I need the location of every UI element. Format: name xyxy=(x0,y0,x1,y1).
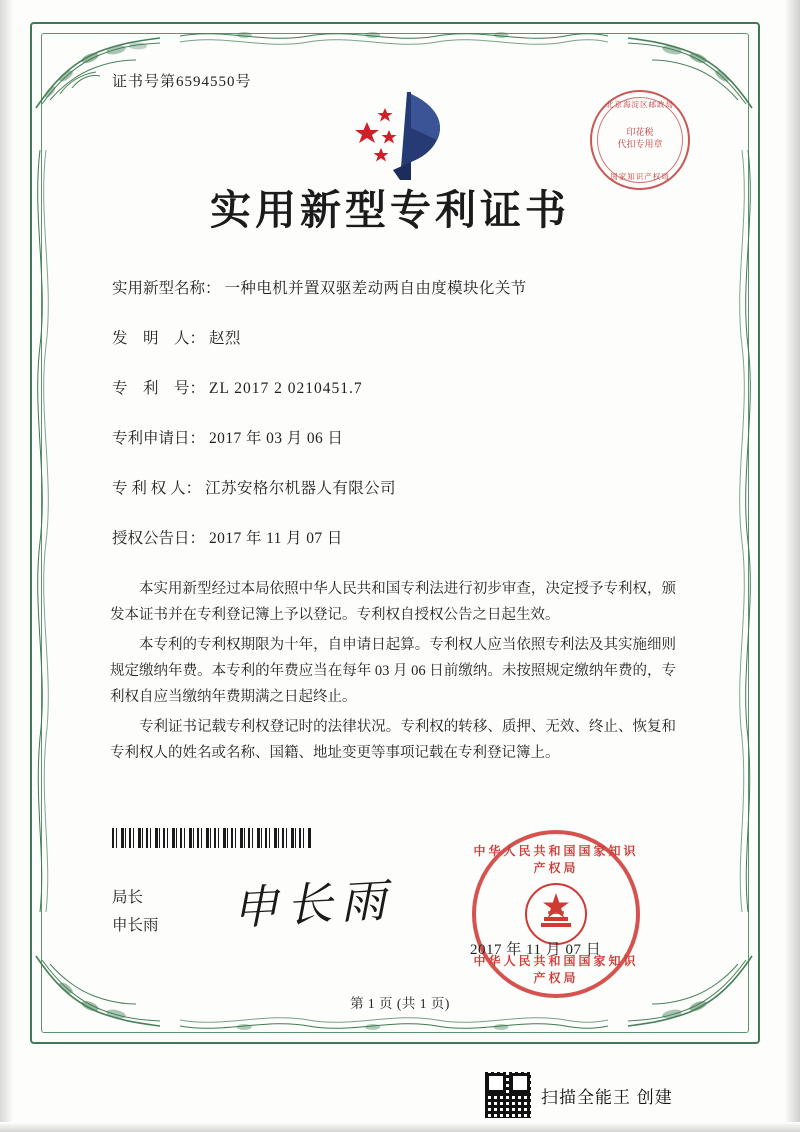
signature-name-label: 申长雨 xyxy=(112,917,159,934)
body-paragraph-2: 本专利的专利权期限为十年，自申请日起算。专利权人应当依照专利法及其实施细则规定缴纳年费。本专利的年费应当在每年 03 月 06 日前缴纳。未按照规定缴纳年费的，专利权自应当缴纳年费期满之日起终止。 xyxy=(110,637,676,705)
stamp-duty-seal-line1: 印花税 xyxy=(626,127,654,137)
field-grant-date-label: 授权公告日： xyxy=(112,530,206,547)
scanner-watermark-text: 扫描全能王 创建 xyxy=(541,1087,673,1107)
official-seal-arc-bottom: 中华人民共和国国家知识产权局 xyxy=(473,954,639,985)
certificate-content xyxy=(90,70,690,770)
field-patentee xyxy=(112,476,690,498)
scan-edge-bottom xyxy=(0,1122,800,1132)
scan-edge-right xyxy=(784,0,800,1132)
body-paragraph-3: 专利证书记载专利权登记时的法律状况。专利权的转移、质押、无效、终止、恢复和专利权人的姓名或名称、国籍、地址变更等事项记载在专利登记簿上。 xyxy=(110,719,676,761)
field-invention-name xyxy=(112,276,690,298)
signature-block xyxy=(112,884,159,940)
stamp-duty-seal-arc-top: 北京海淀区邮政局 xyxy=(606,100,674,109)
field-application-date xyxy=(112,426,690,448)
ornament-edge-right xyxy=(728,150,758,912)
field-grant-date xyxy=(112,526,690,548)
field-application-date-value: 2017 年 03 月 06 日 xyxy=(209,430,344,447)
signature-role-label: 局长 xyxy=(112,889,144,906)
scan-edge-left xyxy=(0,0,14,1132)
qr-code-icon xyxy=(485,1072,531,1118)
stamp-duty-seal-line2: 代扣专用章 xyxy=(617,139,663,149)
field-patentee-label: 专 利 权 人： xyxy=(112,480,202,497)
certificate-number: 证书号第6594550号 xyxy=(112,74,252,90)
page-indicator: 第 1 页 (共 1 页) xyxy=(350,996,450,1011)
ornament-edge-top xyxy=(180,26,608,60)
body-paragraph-1: 本实用新型经过本局依照中华人民共和国专利法进行初步审查，决定授予专利权，颁发本证书并在专利登记簿上予以登记。专利权自授权公告之日起生效。 xyxy=(110,581,676,623)
field-inventor xyxy=(112,326,690,348)
field-inventor-label: 发 明 人： xyxy=(112,330,206,347)
handwritten-signature: 申长雨 xyxy=(230,874,396,935)
field-grant-date-value: 2017 年 11 月 07 日 xyxy=(209,530,343,547)
seal-date: 2017 年 11 月 07 日 xyxy=(470,942,602,958)
field-application-date-label: 专利申请日： xyxy=(112,430,206,447)
stamp-duty-seal xyxy=(590,90,690,190)
field-inventor-value: 赵烈 xyxy=(209,330,241,347)
official-seal-arc-top: 中华人民共和国国家知识产权局 xyxy=(473,844,639,875)
field-patentee-value: 江苏安格尔机器人有限公司 xyxy=(205,480,396,497)
field-invention-name-value: 一种电机并置双驱差动两自由度模块化关节 xyxy=(224,280,527,297)
certificate-body xyxy=(90,576,690,766)
official-seal xyxy=(472,830,640,998)
stamp-duty-seal-arc-bottom: 国家知识产权局 xyxy=(610,172,670,181)
field-patent-number xyxy=(112,376,690,398)
patent-office-logo-icon xyxy=(345,84,475,189)
ornament-edge-left xyxy=(30,150,60,912)
field-patent-number-label: 专 利 号： xyxy=(112,380,206,397)
field-invention-name-label: 实用新型名称： xyxy=(112,280,221,297)
scanner-watermark xyxy=(485,1072,673,1118)
certificate-fields xyxy=(90,276,690,548)
barcode xyxy=(112,828,312,848)
field-patent-number-value: ZL 2017 2 0210451.7 xyxy=(209,380,363,397)
page-title: 实用新型专利证书 xyxy=(210,187,570,233)
